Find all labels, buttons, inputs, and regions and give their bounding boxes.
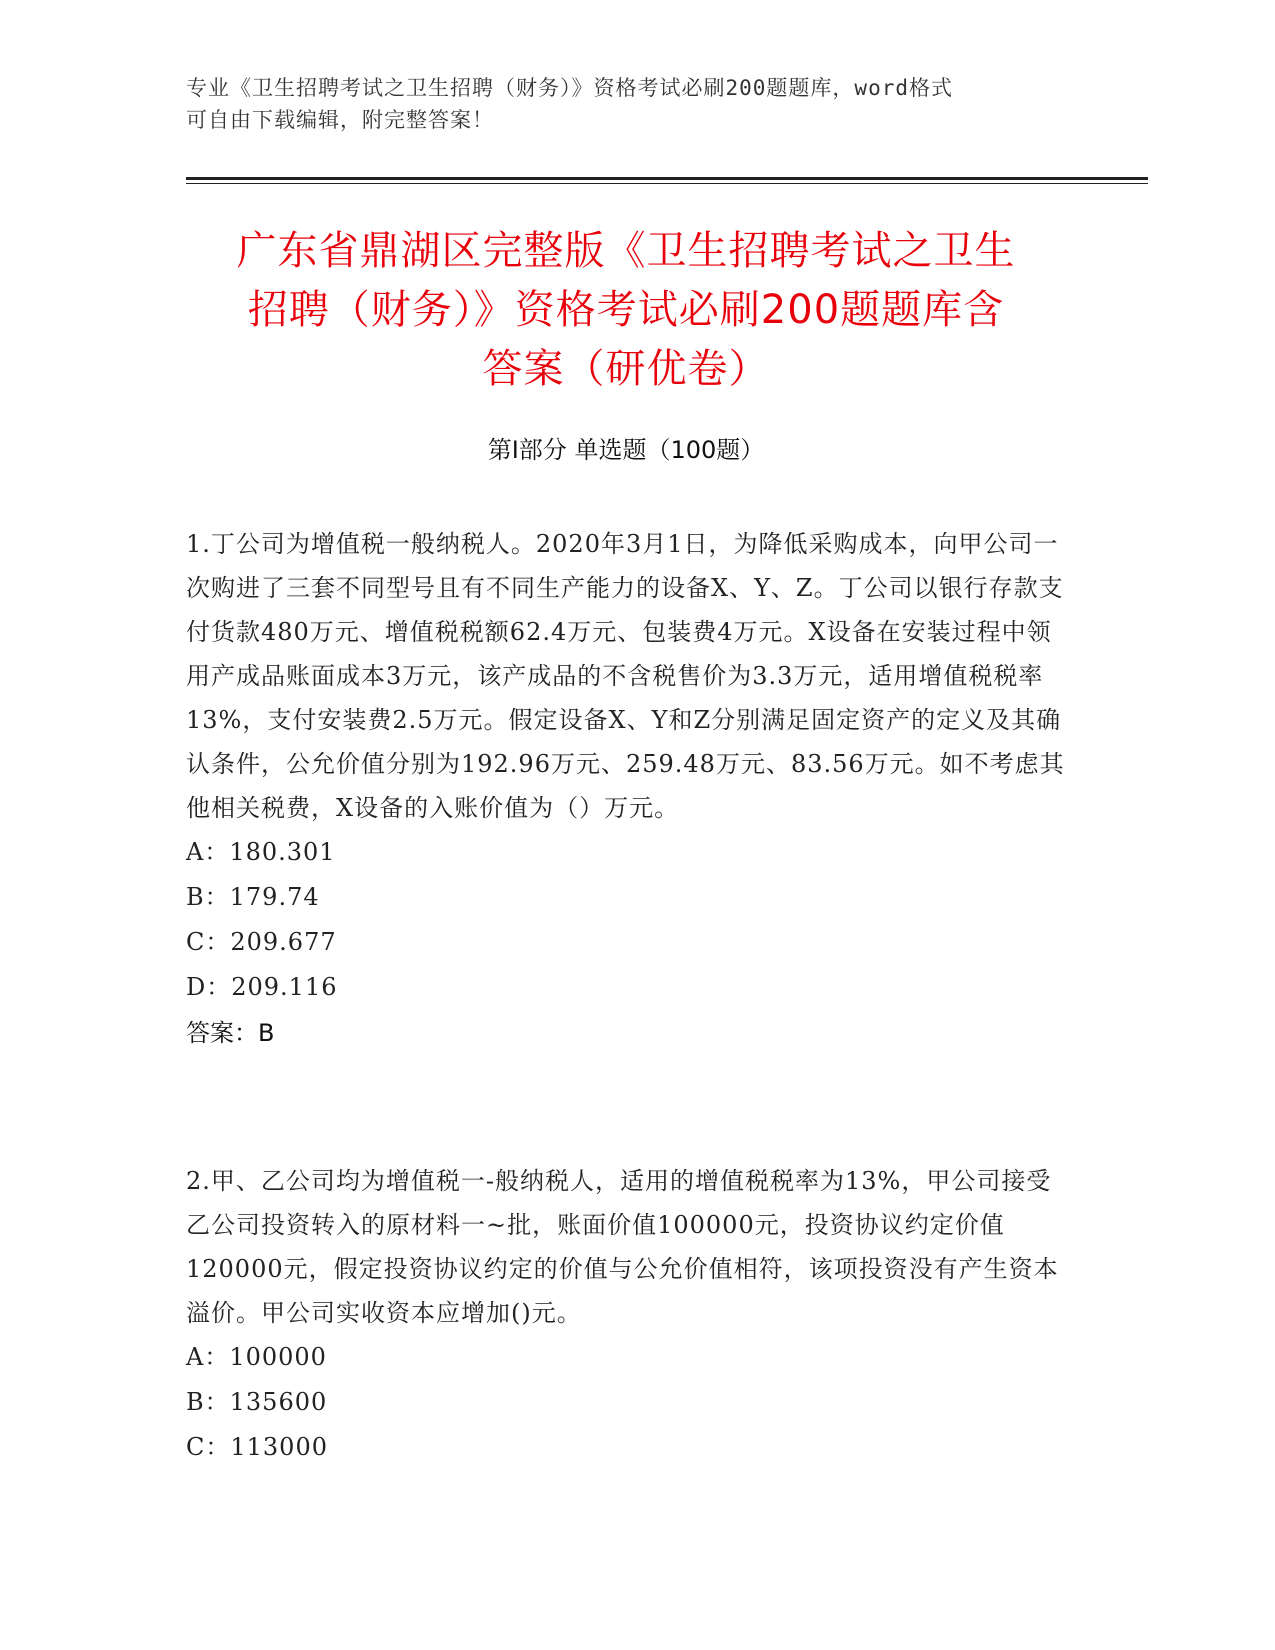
option-a: A：180.301 xyxy=(186,838,336,866)
title-line-2: 招聘（财务）》资格考试必刷200题题库含 xyxy=(247,287,1005,333)
question-1 xyxy=(186,522,1066,1056)
option-a: A：100000 xyxy=(186,1343,327,1371)
header-note-line-2: 可自由下载编辑，附完整答案！ xyxy=(186,108,494,132)
header-divider-thin xyxy=(186,183,1148,184)
document-header-note xyxy=(186,72,1066,136)
option-b: B：135600 xyxy=(186,1388,328,1416)
document-title xyxy=(186,222,1066,399)
title-line-3: 答案（研优卷） xyxy=(482,346,770,392)
option-b: B：179.74 xyxy=(186,883,320,911)
header-note-line-1: 专业《卫生招聘考试之卫生招聘（财务）》资格考试必刷200题题库，word格式 xyxy=(186,76,953,100)
header-divider-thick xyxy=(186,177,1148,180)
question-text: 1.丁公司为增值税一般纳税人。2020年3月1日，为降低采购成本，向甲公司一次购进了三套不同型号且有不同生产能力的设备X、Y、Z。丁公司以银行存款支付货款480万元、增值税税额62.4万元、包装费4万元。X设备在安装过程中领用产成品账面成本3万元，该产成品的不含税售价为3.3万元，适用增值税税率13%，支付安装费2.5万元。假定设备X、Y和Z分别满足固定资产的定义及其确认条件，公允价值分别为192.96万元、259.48万元、83.56万元。如不考虑其他相关税费，X设备的入账价值为（）万元。 xyxy=(186,530,1065,822)
section-heading: 第Ⅰ部分 单选题（100题） xyxy=(487,436,765,464)
option-c: C：209.677 xyxy=(186,928,337,956)
question-text: 2.甲、乙公司均为增值税一-般纳税人，适用的增值税税率为13%，甲公司接受乙公司投资转入的原材料一~批，账面价值100000元，投资协议约定价值120000元，假定投资协议约定的价值与公允价值相符，该项投资没有产生资本溢价。甲公司实收资本应增加()元。 xyxy=(186,1167,1059,1327)
question-2 xyxy=(186,1159,1066,1470)
title-line-1: 广东省鼎湖区完整版《卫生招聘考试之卫生 xyxy=(236,228,1016,274)
answer-label: 答案：B xyxy=(186,1019,275,1047)
option-c: C：113000 xyxy=(186,1433,328,1461)
option-d: D：209.116 xyxy=(186,973,338,1001)
